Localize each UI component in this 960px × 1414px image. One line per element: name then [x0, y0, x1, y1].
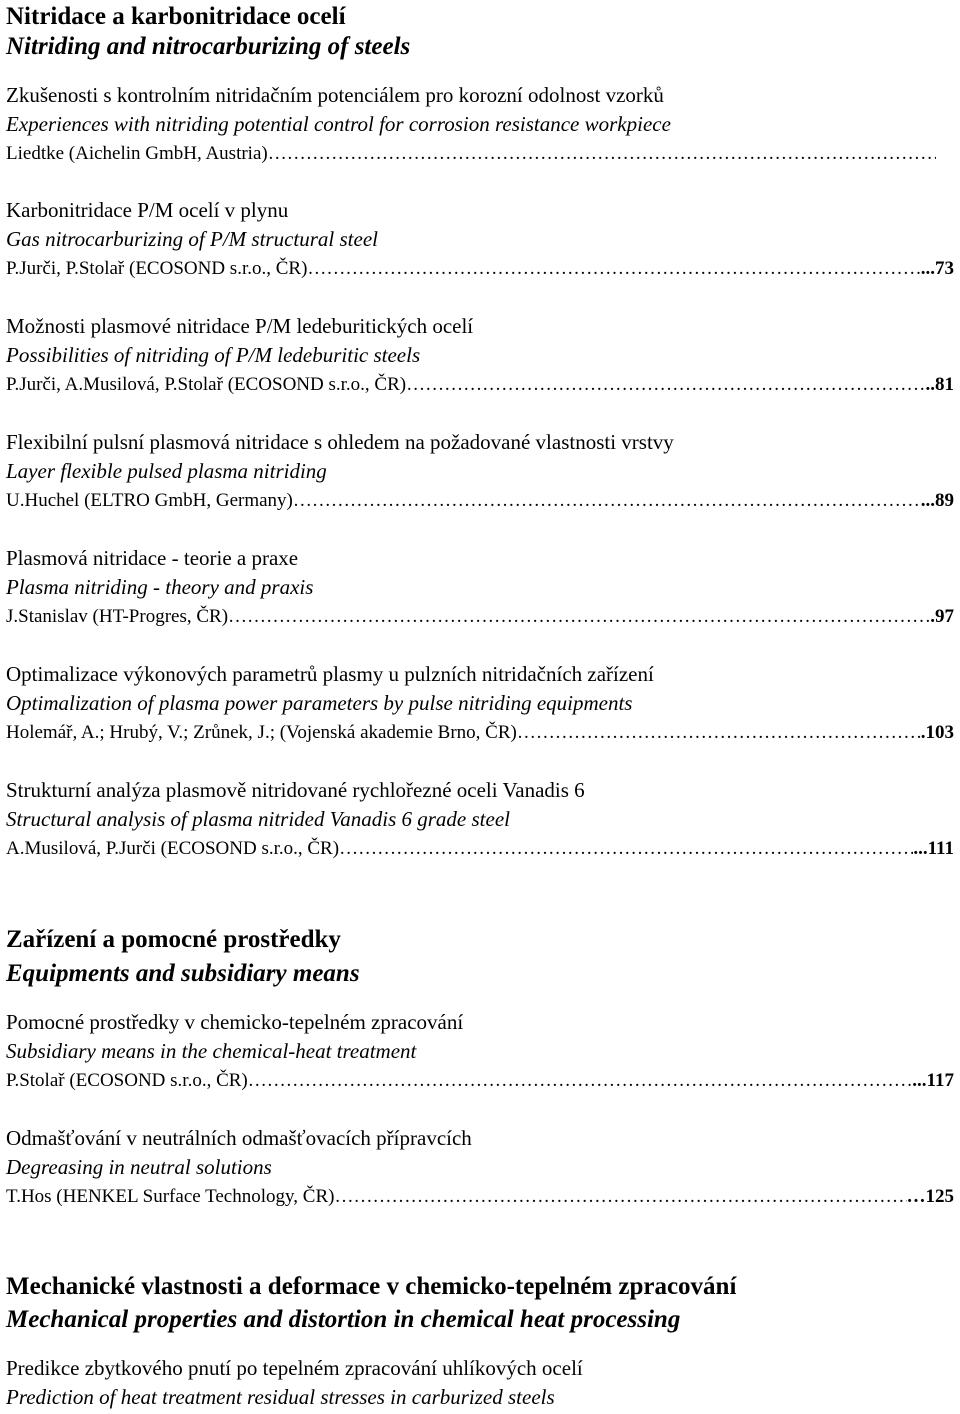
leader-dots [228, 602, 930, 631]
entry-author-line [6, 602, 954, 631]
section-title-en: Mechanical properties and distortion in chemical heat processing [6, 1306, 681, 1333]
entry-page: ...73 [920, 258, 954, 279]
entry-title-cz: Pomocné prostředky v chemicko-tepelném zpracování [6, 1010, 464, 1034]
entry-author-line [6, 718, 954, 747]
entry-author: Liedtke (Aichelin GmbH, Austria) [6, 143, 268, 164]
entry-author: U.Huchel (ELTRO GmbH, Germany) [6, 490, 293, 511]
entry-title-en: Prediction of heat treatment residual stresses in carburized steels [6, 1385, 555, 1409]
section-title-en: Equipments and subsidiary means [6, 960, 360, 987]
entry-page: ..81 [925, 374, 954, 395]
section-title-cz: Nitridace a karbonitridace ocelí [6, 3, 346, 30]
section-title-cz: Zařízení a pomocné prostředky [6, 926, 341, 953]
entry-title-cz: Karbonitridace P/M ocelí v plynu [6, 198, 289, 222]
entry-author: J.Stanislav (HT-Progres, ČR) [6, 606, 229, 627]
entry-page: .97 [930, 606, 954, 627]
entry-author: P.Jurči, P.Stolař (ECOSOND s.r.o., ČR) [6, 258, 308, 279]
leader-dots [293, 486, 921, 515]
entry-title-en: Layer flexible pulsed plasma nitriding [6, 459, 327, 483]
leader-dots [248, 1066, 913, 1095]
leader-dots [307, 254, 920, 283]
entry-author: P.Stolař (ECOSOND s.r.o., ČR) [6, 1070, 248, 1091]
entry-author: T.Hos (HENKEL Surface Technology, ČR) [6, 1186, 335, 1207]
section-title-en: Nitriding and nitrocarburizing of steels [6, 33, 411, 60]
entry-title-cz: Predikce zbytkového pnutí po tepelném zpracování uhlíkových ocelí [6, 1356, 583, 1380]
entry-page: ...111 [913, 838, 954, 859]
entry-author-line [6, 486, 954, 515]
entry-author: Holemář, A.; Hrubý, V.; Zrůnek, J.; (Vojenská akademie Brno, ČR) [6, 722, 517, 743]
entry-page: ...89 [920, 490, 954, 511]
entry-title-cz: Odmašťování v neutrálních odmašťovacích přípravcích [6, 1126, 472, 1150]
entry-title-cz: Optimalizace výkonových parametrů plasmy u pulzních nitridačních zařízení [6, 662, 654, 686]
entry-page: …125 [906, 1186, 954, 1207]
leader-dots [339, 834, 913, 863]
entry-title-en: Gas nitrocarburizing of P/M structural steel [6, 227, 378, 251]
leader-dots [517, 718, 921, 747]
entry-author-line [6, 834, 954, 863]
entry-title-cz: Zkušenosti s kontrolním nitridačním potenciálem pro korozní odolnost vzorků [6, 83, 664, 107]
entry-title-cz: Strukturní analýza plasmově nitridované rychlořezné oceli Vanadis 6 [6, 778, 585, 802]
entry-title-en: Optimalization of plasma power parameters by pulse nitriding equipments [6, 691, 633, 715]
entry-author-line [6, 254, 954, 283]
entry-title-en: Possibilities of nitriding of P/M ledeburitic steels [6, 343, 421, 367]
leader-dots [406, 370, 925, 399]
entry-title-en: Degreasing in neutral solutions [6, 1155, 272, 1179]
entry-title-cz: Plasmová nitridace - teorie a praxe [6, 546, 299, 570]
entry-title-en: Plasma nitriding - theory and praxis [6, 575, 314, 599]
entry-title-cz: Flexibilní pulsní plasmová nitridace s ohledem na požadované vlastnosti vrstvy [6, 430, 674, 454]
entry-author-line [6, 139, 936, 168]
entry-page: ...117 [912, 1070, 954, 1091]
entry-title-en: Subsidiary means in the chemical-heat treatment [6, 1039, 417, 1063]
leader-dots [334, 1182, 906, 1211]
entry-author-line [6, 370, 954, 399]
entry-author: P.Jurči, A.Musilová, P.Stolař (ECOSOND s.r.o., ČR) [6, 374, 407, 395]
entry-author-line [6, 1066, 954, 1095]
entry-title-cz: Možnosti plasmové nitridace P/M ledeburitických ocelí [6, 314, 474, 338]
section-title-cz: Mechanické vlastnosti a deformace v chemicko-tepelném zpracování [6, 1273, 737, 1300]
entry-title-en: Experiences with nitriding potential control for corrosion resistance workpiece [6, 112, 671, 136]
entry-title-en: Structural analysis of plasma nitrided Vanadis 6 grade steel [6, 807, 510, 831]
entry-author: A.Musilová, P.Jurči (ECOSOND s.r.o., ČR) [6, 838, 340, 859]
entry-page: .103 [920, 722, 954, 743]
leader-dots [268, 139, 936, 168]
entry-author-line [6, 1182, 954, 1211]
